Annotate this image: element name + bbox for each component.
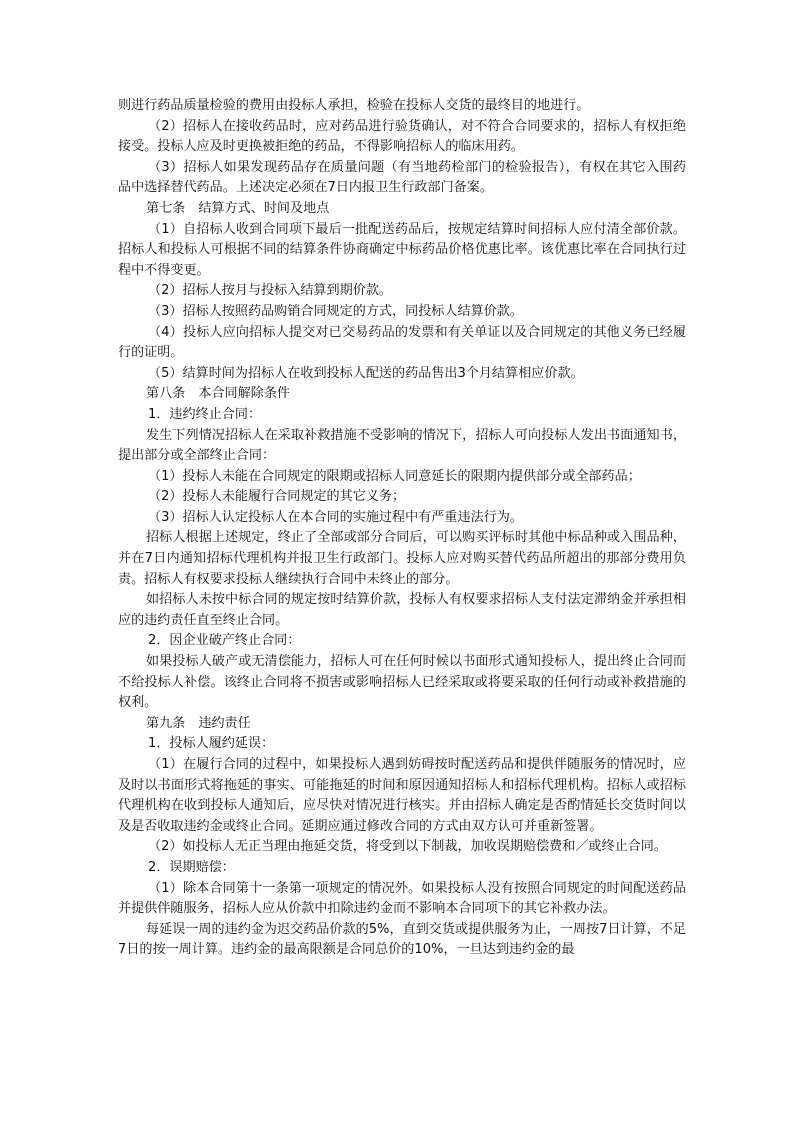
paragraph: 2．因企业破产终止合同： <box>148 633 301 649</box>
paragraph: 2．误期赔偿： <box>148 859 235 875</box>
paragraph: （3）招标人按照药品购销合同规定的方式，同投标人结算价款。 <box>148 303 523 319</box>
document-body <box>118 96 686 961</box>
paragraph: （3）招标人认定投标人在本合同的实施过程中有严重违法行为。 <box>148 509 523 525</box>
paragraph: 发生下列情况招标人在采取补救措施不受影响的情况下，招标人可向投标人发出书面通知书，提出部分或全部终止合同： <box>118 427 686 464</box>
paragraph: 第九条 违约责任 <box>146 715 251 731</box>
paragraph: 第八条 本合同解除条件 <box>146 386 291 402</box>
paragraph: （1）自招标人收到合同项下最后一批配送药品后，按规定结算时间招标人应付清全部价款。招标人和投标人可根据不同的结算条件协商确定中标药品价格优惠比率。该优惠比率在合同执行过程中不得变更。 <box>118 221 686 278</box>
paragraph: （2）投标人未能履行合同规定的其它义务； <box>148 489 406 505</box>
paragraph: （2）招标人按月与投标入结算到期价款。 <box>148 283 393 299</box>
paragraph: （5）结算时间为招标人在收到投标人配送的药品售出3个月结算相应价款。 <box>148 365 584 381</box>
paragraph: 1．违约终止合同： <box>148 406 262 422</box>
paragraph: （4）投标人应向招标人提交对已交易药品的发票和有关单证以及合同规定的其他义务已经履行的证明。 <box>118 324 686 361</box>
paragraph: 则进行药品质量检验的费用由投标人承担，检验在投标人交货的最终目的地进行。 <box>118 98 590 113</box>
paragraph: 招标人根据上述规定，终止了全部或部分合同后，可以购买评标时其他中标品种或入围品种，并在7日内通知招标代理机构并报卫生行政部门。投标人应对购买替代药品所超出的那部分费用负责。招标人有权要求投标人继续执行合同中未终止的部分。 <box>118 530 686 587</box>
paragraph: （2）如投标人无正当理由拖延交货，将受到以下制裁，加收误期赔偿费和／或终止合同。 <box>148 839 667 855</box>
paragraph: 如招标人未按中标合同的规定按时结算价款，投标人有权要求招标人支付法定滞纳金并承担相应的违约责任直至终止合同。 <box>118 592 686 628</box>
paragraph: 如果投标人破产或无清偿能力，招标人可在任何时候以书面形式通知投标人，提出终止合同而不给投标人补偿。该终止合同将不损害或影响招标人已经采取或将要采取的任何行动或补救措施的权利。 <box>118 654 686 711</box>
paragraph: （1）除本合同第十一条第一项规定的情况外。如果投标人没有按照合同规定的时间配送药品并提供伴随服务，招标人应从价款中扣除违约金而不影响本合同项下的其它补救办法。 <box>118 880 686 917</box>
paragraph: （2）招标人在接收药品时，应对药品进行验货确认，对不符合合同要求的，招标人有权拒绝接受。投标人应及时更换被拒绝的药品，不得影响招标人的临床用药。 <box>118 118 686 155</box>
paragraph: 每延误一周的违约金为迟交药品价款的5%，直到交货或提供服务为止，一周按7日计算，不足7日的按一周计算。违约金的最高限额是合同总价的10%，一旦达到违约金的最 <box>118 921 686 958</box>
paragraph: 1．投标人履约延误： <box>148 736 275 752</box>
paragraph: （1）在履行合同的过程中，如果投标人遇到妨碍按时配送药品和提供伴随服务的情况时，应及时以书面形式将拖延的事实、可能拖延的时间和原因通知招标人和招标代理机构。招标人或招标代理机构在收到投标人通知后，应尽快对情况进行核实。并由招标人确定是否酌情延长交货时间以及是否收取违约金或终止合同。延期应通过修改合同的方式由双方认可并重新签署。 <box>118 757 686 834</box>
paragraph: （1）投标人未能在合同规定的限期或招标人同意延长的限期内提供部分或全部药品； <box>148 468 641 484</box>
paragraph: （3）招标人如果发现药品存在质量问题（有当地药检部门的检验报告），有权在其它入围药品中选择替代药品。上述决定必须在7日内报卫生行政部门备案。 <box>118 159 686 196</box>
paragraph: 第七条 结算方式、时间及地点 <box>146 200 330 216</box>
